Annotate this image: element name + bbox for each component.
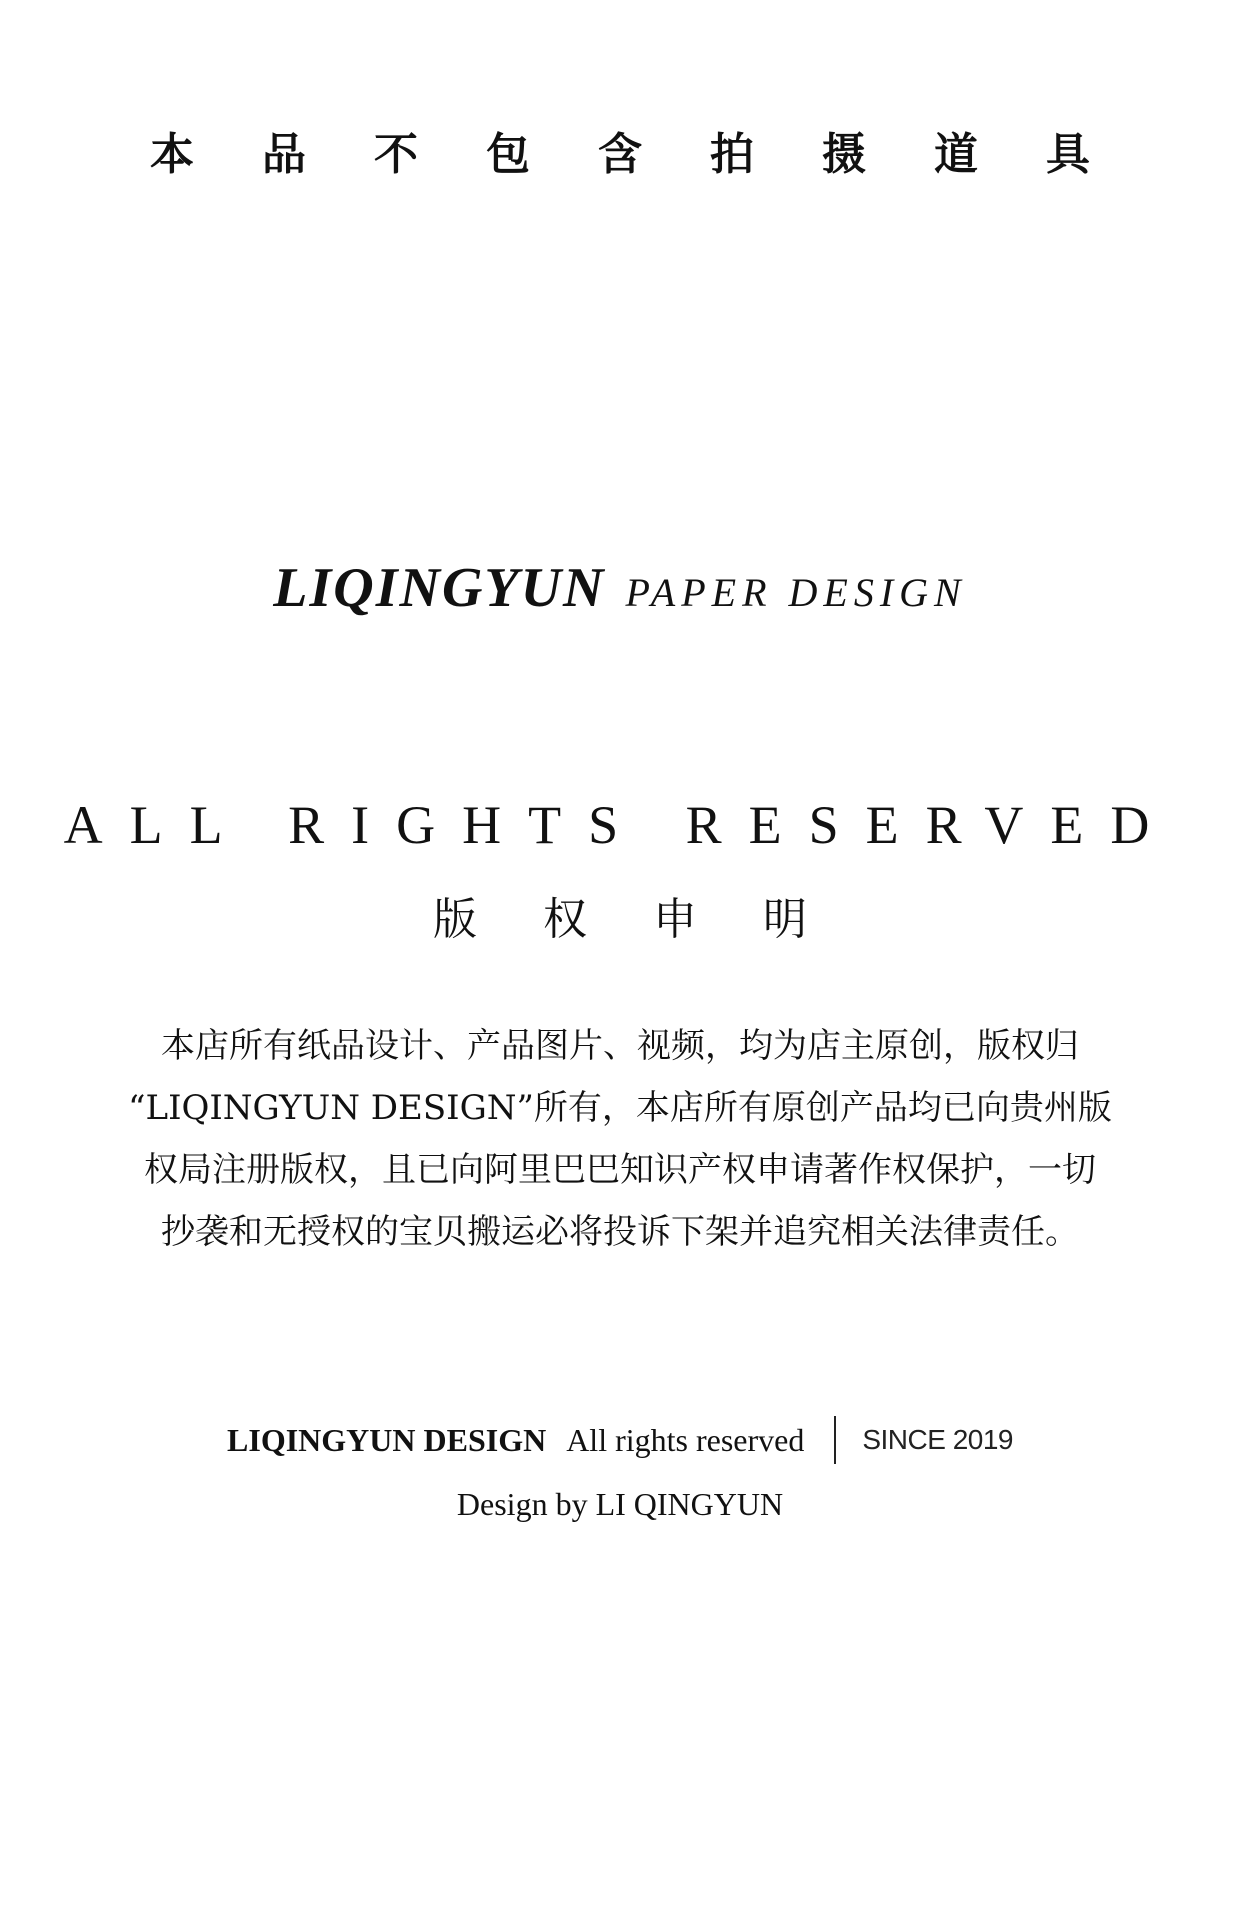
brand-tagline: PAPER DESIGN (625, 570, 967, 615)
notice-char: 拍 (710, 129, 754, 180)
rights-heading: ALL RIGHTS RESERVED (63, 795, 1177, 855)
footer-since: SINCE 2019 (862, 1424, 1013, 1455)
notice-char: 具 (1046, 129, 1090, 180)
statement-line: “LIQINGYUN DESIGN”所有，本店所有原创产品均已向贵州版 (128, 1088, 1112, 1128)
title-char: 版 (433, 894, 477, 945)
title-char: 明 (763, 894, 807, 945)
notice-char: 摄 (822, 129, 866, 180)
notice-char: 包 (486, 129, 530, 180)
title-char: 申 (653, 894, 697, 945)
copyright-statement (80, 1015, 1160, 1263)
notice-char: 道 (934, 129, 978, 180)
notice-char: 本 (150, 129, 194, 180)
footer-divider (834, 1416, 836, 1464)
footer-rights: All rights reserved (566, 1421, 805, 1458)
notice-char: 不 (374, 129, 418, 180)
copyright-title-cn (0, 890, 1240, 950)
notice-char: 含 (598, 129, 642, 180)
footer-brand: LIQINGYUN DESIGN (227, 1421, 547, 1458)
footer-line (0, 1412, 1240, 1468)
design-credit: Design by LI QINGYUN (456, 1486, 784, 1522)
statement-line: 抄袭和无授权的宝贝搬运必将投诉下架并追究相关法律责任。 (161, 1212, 1079, 1252)
notice-char: 品 (262, 129, 306, 180)
title-char: 权 (543, 894, 587, 945)
brand-logo-line (0, 548, 1240, 628)
statement-line: 权局注册版权，且已向阿里巴巴知识产权申请著作权保护，一切 (144, 1150, 1096, 1190)
statement-line: 本店所有纸品设计、产品图片、视频，均为店主原创，版权归 (161, 1026, 1079, 1066)
shooting-props-notice (0, 120, 1240, 190)
brand-name: LIQINGYUN (273, 557, 606, 619)
